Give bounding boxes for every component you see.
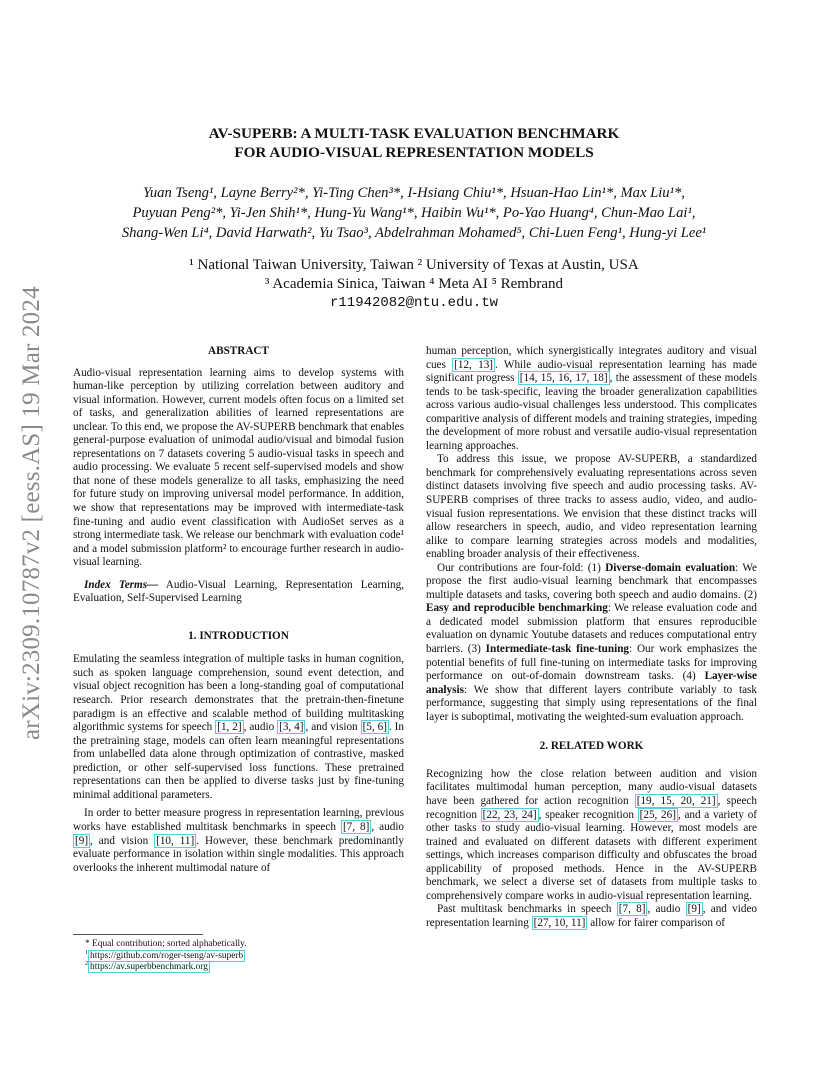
- paper-title: [0, 124, 828, 162]
- rw-p1-text-c: , speaker recognition: [538, 808, 638, 821]
- introduction-heading: 1. INTRODUCTION: [188, 629, 289, 642]
- rw-p2-text-b: , audio: [647, 903, 686, 916]
- contribution-2-title: Easy and reproducible benchmarking: [426, 602, 608, 615]
- citation-link[interactable]: [25, 26]: [639, 808, 676, 821]
- citation-link[interactable]: [12, 13]: [454, 358, 494, 371]
- arxiv-identifier-stamp: arXiv:2309.10787v2 [eess.AS] 19 Mar 2024: [18, 286, 45, 740]
- rw-p2-text-a: Past multitask benchmarks in speech: [437, 903, 617, 916]
- intro-paragraph-4: To address this issue, we propose AV-SUPERB, a standardized benchmark for comprehensively evaluating representations across seven distinct datasets involving five speech and audio processing tasks. AV-SUPERB comprises of three tracks to assess audio, video, and audio-visual fusion representations. We envision that these distinct tracks will allow researchers in speech, audio, and video representation learning alike to compare learning strategies across models and modalities, enabling broader analysis of their effectiveness.: [426, 453, 757, 561]
- intro-p1-text-b: , audio: [243, 721, 278, 734]
- rw-p2-text-d: allow for fairer comparison of: [587, 916, 726, 929]
- affiliations-line-1: ¹ National Taiwan University, Taiwan ² University of Texas at Austin, USA: [189, 257, 639, 273]
- intro-p1-text-d: . In the pretraining stage, models can often learn meaningful representations from unlabelled data alone through optimization of contrastive, masked prediction, or other self-supervised loss functions. These pretrained representations can then be applied to diverse tasks just by fine-tuning minimal additional parameters.: [73, 721, 404, 801]
- contribution-1-title: Diverse-domain evaluation: [605, 561, 736, 574]
- citation-link[interactable]: [7, 8]: [342, 820, 370, 833]
- abstract-heading: ABSTRACT: [208, 345, 269, 357]
- intro-p1-text-c: , and vision: [305, 721, 361, 734]
- intro-paragraph-5: [426, 562, 757, 725]
- footnote-2-mark: 2: [85, 961, 89, 968]
- related-work-paragraph-2: [426, 903, 757, 930]
- intro-paragraph-1: [73, 653, 404, 802]
- intro-p3-text-b: . While audio-visual representation learning has made significant progress: [426, 358, 757, 385]
- intro-p1-text-a: Emulating the seamless integration of multiple tasks in human cognition, such as spoken language comprehension, sound event detection, and visual object recognition has been a long-standing goal of computational research. Prior research demonstrates that the pretrain-then-finetune paradigm is an effective and scalable method of building multitasking algorithmic systems for speech: [73, 653, 404, 734]
- intro-p5-text-f: : We show that different layers contribute variably to task performance, suggesting that simply using representations of the final layer is suboptimal, motivating the weighted-sum evaluation approach.: [426, 683, 757, 723]
- intro-p5-text-e: : Our work emphasizes the potential benefits of full fine-tuning on intermediate tasks for improving performance on out-of-domain downstream tasks. (4): [426, 643, 757, 683]
- citation-link[interactable]: [9]: [75, 834, 89, 847]
- citation-link[interactable]: [19, 15, 20, 21]: [636, 794, 716, 807]
- authors-line-3: Shang-Wen Li⁴, David Harwath², Yu Tsao³, Abdelrahman Mohamed⁵, Chi-Luen Feng¹, Hung-yi Lee¹: [121, 225, 707, 241]
- footnote-1-mark: 1: [85, 949, 89, 956]
- intro-p3-text-c: , the assessment of these models tends to be task-specific, leaving the broader generalization capabilities across various audio-visual challenges less understood. This complicates comparitive analysis of different models and training strategies, impeding the development of more robust and versatile audio-visual representation learning approaches.: [426, 372, 757, 452]
- footnote-rule: [73, 934, 203, 935]
- intro-p5-text-d: : We release evaluation code and a dedicated model submission platform that ensures reproducible evaluation on dynamic Youtube datasets and reduces computational entry barriers. (3): [426, 602, 757, 656]
- related-work-heading: 2. RELATED WORK: [539, 740, 644, 753]
- rw-p1-text-d: , and a variety of other tasks to study audio-visual learning. However, most models are trained and evaluated on different datasets with different experiment settings, which increases comparison difficulty and obfuscates the broad applicability of proposed methods. Hence in the AV-SUPERB benchmark, we select a diverse set of datasets from multiple tasks to comprehensively compare works in audio-visual representation learning.: [426, 808, 758, 902]
- contribution-3-title: Intermediate-task fine-tuning: [485, 643, 630, 656]
- citation-link[interactable]: [22, 23, 24]: [482, 808, 537, 821]
- citation-link[interactable]: [9]: [687, 903, 701, 916]
- related-work-paragraph-1: [426, 768, 757, 903]
- citation-link[interactable]: [1, 2]: [217, 721, 242, 734]
- author-list: [60, 183, 768, 243]
- authors-line-2: Puyuan Peng²*, Yi-Jen Shih¹*, Hung-Yu Wang¹*, Haibin Wu¹*, Po-Yao Huang⁴, Chun-Mao Lai¹,: [132, 205, 696, 221]
- contact-email[interactable]: r11942082@ntu.edu.tw: [329, 295, 499, 311]
- footnote-2: [73, 962, 404, 974]
- rw-p1-text-a: Recognizing how the close relation between audition and vision facilitates multimodal human perception, many audio-visual datasets have been gathered for action recognition: [426, 767, 757, 807]
- citation-link[interactable]: [3, 4]: [279, 721, 304, 734]
- right-column: [426, 345, 757, 930]
- citation-link[interactable]: [5, 6]: [362, 721, 387, 734]
- authors-line-1: Yuan Tseng¹, Layne Berry²*, Yi-Ting Chen³*, I-Hsiang Chiu¹*, Hsuan-Hao Lin¹*, Max Liu¹*,: [143, 185, 685, 201]
- left-column: [73, 345, 404, 875]
- footnote-1-link[interactable]: https://github.com/roger-tseng/av-superb: [90, 950, 244, 961]
- intro-p2-text-c: , and vision: [90, 834, 155, 847]
- intro-p5-text-a: Our contributions are four-fold: (1): [437, 561, 606, 574]
- intro-p2-text-d: . However, these benchmark predominantly evaluate performance in isolation within single modalities. This approach overlooks the inherent multimodal nature of: [73, 834, 404, 874]
- index-terms: [73, 579, 404, 606]
- affiliations: [0, 256, 828, 313]
- citation-link[interactable]: [27, 10, 11]: [533, 916, 586, 929]
- citation-link[interactable]: [7, 8]: [618, 903, 646, 916]
- intro-p5-text-c: : We propose the first audio-visual learning benchmark that encompasses multiple datasets and tasks, covering both speech and audio domains. (2): [426, 561, 757, 601]
- footnote-2-link[interactable]: https://av.superbbenchmark.org: [90, 962, 208, 973]
- intro-p2-text-b: , audio: [371, 820, 405, 833]
- citation-link[interactable]: [14, 15, 16, 17, 18]: [519, 372, 608, 385]
- rw-p1-text-b: , speech recognition: [426, 794, 757, 821]
- intro-p3-text-a: human perception, which synergistically integrates auditory and visual cues: [426, 345, 757, 371]
- rw-p2-text-c: , and video representation learning: [426, 903, 758, 929]
- title-line-1: AV-SUPERB: A MULTI-TASK EVALUATION BENCHMARK: [208, 125, 620, 142]
- contribution-4-title: Layer-wise analysis: [426, 670, 757, 696]
- affiliations-line-2: ³ Academia Sinica, Taiwan ⁴ Meta AI ⁵ Rembrand: [264, 276, 564, 292]
- intro-paragraph-2: [73, 807, 404, 875]
- footnotes: [73, 934, 404, 974]
- abstract-body: Audio-visual representation learning aims to develop systems with human-like perception by utilizing correlation between auditory and visual information. However, current models often focus on a limited set of tasks, and generalization abilities of learned representations are unclear. To this end, we propose the AV-SUPERB benchmark that enables general-purpose evaluation of unimodal audio/visual and bimodal fusion representations on 7 datasets covering 5 audio-visual tasks in speech and audio processing. We evaluate 5 recent self-supervised models and show that none of these models generalize to all tasks, emphasizing the need for future study on improving universal model performance. In addition, we show that representations may be improved with intermediate-task fine-tuning and audio event classification with AudioSet serves as a strong intermediate task. We release our benchmark with evaluation code¹ and a model submission platform² to encourage further research in audio-visual learning.: [73, 366, 404, 569]
- index-terms-label: Index Terms—: [84, 578, 159, 591]
- intro-p2-text-a: In order to better measure progress in representation learning, previous works have established multitask benchmarks in speech: [73, 807, 404, 833]
- title-line-2: FOR AUDIO-VISUAL REPRESENTATION MODELS: [234, 144, 594, 161]
- citation-link[interactable]: [10, 11]: [156, 834, 195, 847]
- footnote-equal-contribution: * Equal contribution; sorted alphabetically.: [85, 939, 247, 949]
- index-terms-text: Audio-Visual Learning, Representation Learning, Evaluation, Self-Supervised Learning: [73, 578, 404, 605]
- intro-paragraph-3: [426, 345, 757, 453]
